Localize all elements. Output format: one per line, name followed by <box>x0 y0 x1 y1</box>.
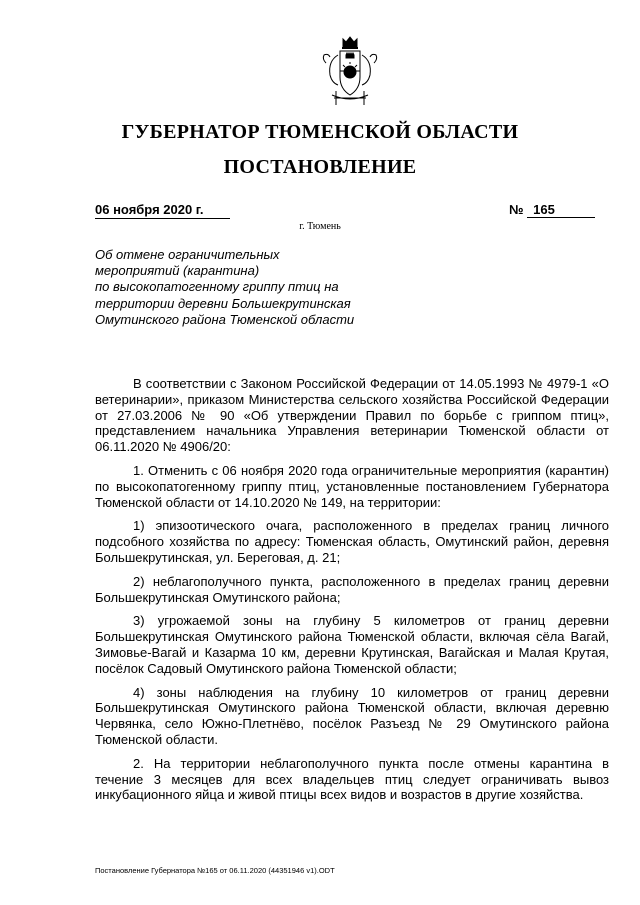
subject-line: Об отмене ограничительных <box>95 247 280 262</box>
document-date: 06 ноября 2020 г. <box>95 202 230 219</box>
document-type: ПОСТАНОВЛЕНИЕ <box>223 156 417 178</box>
document-subject <box>95 247 395 328</box>
clause-1-item-4: 4) зоны наблюдения на глубину 10 километров от границ деревни Большекрутинская Омутинского района Тюменской области, включая деревню Червянка, село Южно-Плетнёво, посёлок Разъезд № 29 Омутинского района Тюменской области. <box>95 684 609 747</box>
subject-line: Омутинского района Тюменской области <box>95 311 355 327</box>
city-label: г. Тюмень <box>299 221 341 232</box>
coat-of-arms-icon <box>312 33 388 109</box>
subject-line: территории деревни Большекрутинская <box>95 295 351 311</box>
footer-filename: Постановление Губернатора №165 от 06.11.2020 (44351946 v1).ODT <box>95 866 335 875</box>
clause-1-item-2: 2) неблагополучного пункта, расположенного в пределах границ деревни Большекрутинская Омутинского района; <box>95 573 609 605</box>
subject-line: мероприятий (карантина) <box>95 263 260 279</box>
number-value: 165 <box>527 202 595 218</box>
preamble-paragraph: В соответствии с Законом Российской Федерации от 14.05.1993 № 4979-1 «О ветеринарии», приказом Министерства сельского хозяйства Российской Федерации от 27.03.2006 № 90 «Об утверждении Правил по борьбе с гриппом птиц», представлением начальника Управления ветеринарии Тюменской области от 06.11.2020 № 4906/20: <box>95 376 609 455</box>
clause-2: 2. На территории неблагополучного пункта после отмены карантина в течение 3 месяцев для всех владельцев птиц следует ограничивать вывоз инкубационного яйца и живой птицы всех видов и возрастов в другие хозяйства. <box>95 755 609 803</box>
number-sign: № <box>509 202 524 217</box>
subject-line: по высокопатогенному гриппу птиц на <box>95 279 339 295</box>
governor-title: ГУБЕРНАТОР ТЮМЕНСКОЙ ОБЛАСТИ <box>121 121 519 143</box>
clause-1: 1. Отменить с 06 ноября 2020 года ограничительные мероприятия (карантин) по высокопатогенному гриппу птиц, установленные постановлением Губернатора Тюменской области от 14.10.2020 № 149, на территории: <box>95 462 609 510</box>
document-number <box>509 202 595 218</box>
clause-1-item-3: 3) угрожаемой зоны на глубину 5 километров от границ деревни Большекрутинская Омутинского района Тюменской области, включая сёла Вагай, Зимовье-Вагай и Казарма 10 км, деревни Крутинская, Вагайская и Малая Крутая, посёлок Садовый Омутинского района Тюменской области; <box>95 613 609 676</box>
clause-1-item-1: 1) эпизоотического очага, расположенного в пределах границ личного подсобного хозяйства по адресу: Тюменская область, Омутинский район, деревня Большекрутинская, ул. Береговая, д. 21; <box>95 518 609 565</box>
document-body <box>95 376 609 811</box>
